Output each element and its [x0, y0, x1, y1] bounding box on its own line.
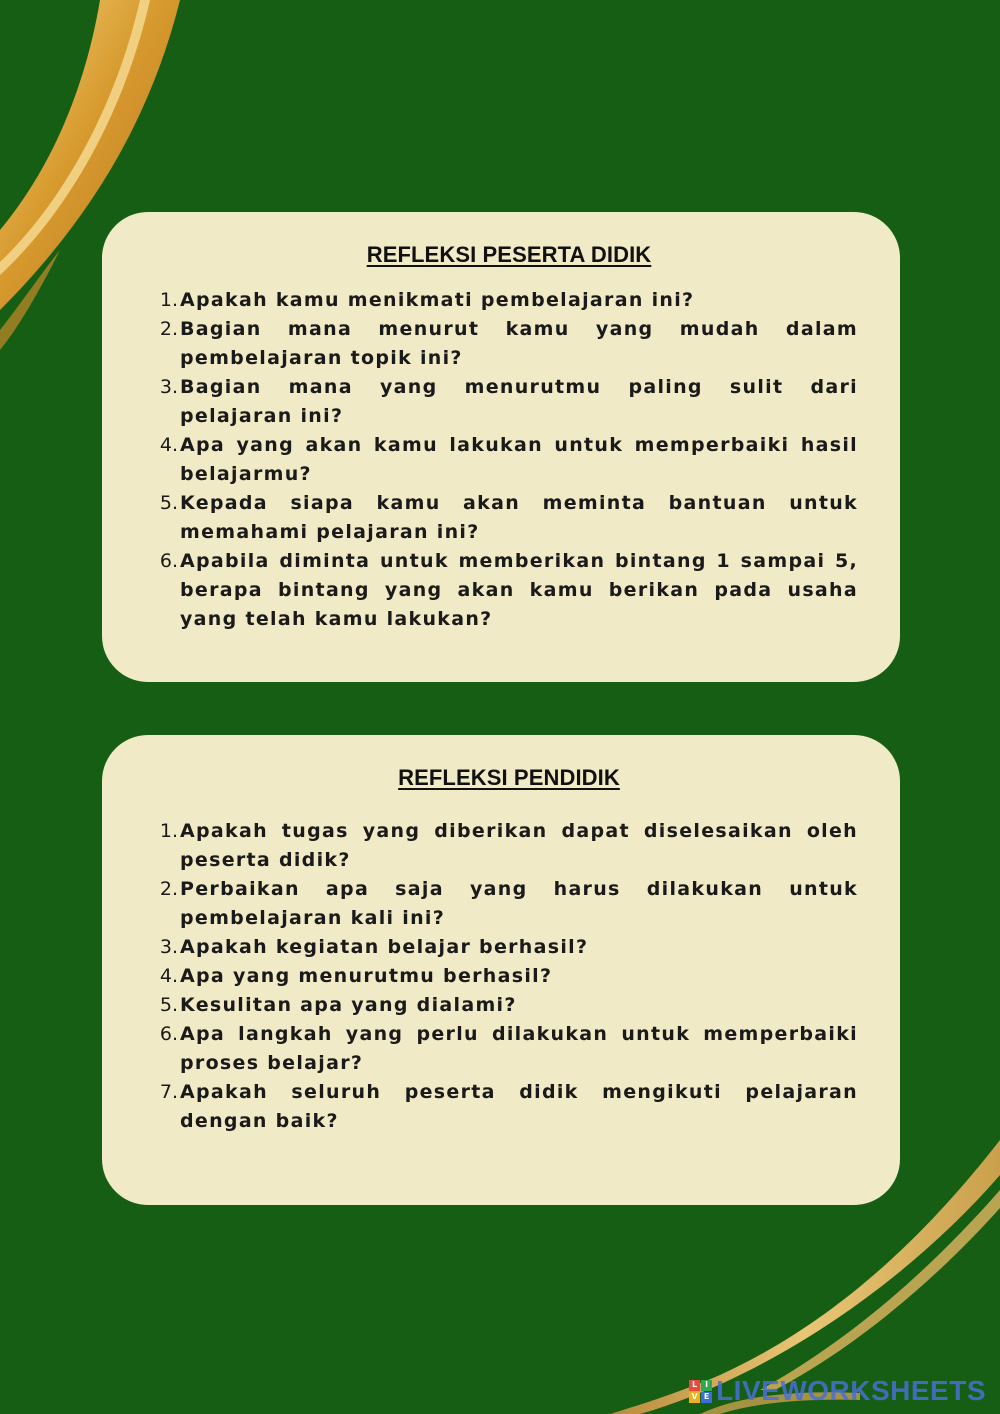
question-item	[160, 373, 858, 431]
question-text: Bagian mana menurut kamu yang mudah dalam pembelajaran topik ini?	[180, 318, 858, 369]
question-number: 1.	[159, 820, 178, 842]
question-number: 5.	[159, 492, 178, 514]
question-text: Apakah tugas yang diberikan dapat diselesaikan oleh peserta didik?	[180, 820, 858, 871]
question-text: Bagian mana yang menurutmu paling sulit dari pelajaran ini?	[180, 376, 858, 427]
question-item	[160, 933, 858, 962]
liveworksheets-watermark[interactable]	[689, 1376, 986, 1406]
question-text: Apa yang akan kamu lakukan untuk memperbaiki hasil belajarmu?	[180, 434, 858, 485]
question-text: Kesulitan apa yang dialami?	[180, 994, 517, 1016]
question-text: Perbaikan apa saja yang harus dilakukan untuk pembelajaran kali ini?	[180, 878, 858, 929]
student-reflection-card	[102, 212, 900, 682]
question-text: Kepada siapa kamu akan meminta bantuan untuk memahami pelajaran ini?	[180, 492, 858, 543]
question-number: 3.	[159, 936, 178, 958]
question-text: Apabila diminta untuk memberikan bintang 1 sampai 5, berapa bintang yang akan kamu berikan pada usaha yang telah kamu lakukan?	[180, 550, 858, 630]
question-number: 3.	[159, 376, 178, 398]
question-item	[160, 489, 858, 547]
question-text: Apa yang menurutmu berhasil?	[180, 965, 553, 987]
teacher-question-list	[160, 817, 858, 1136]
question-item	[160, 547, 858, 634]
logo-letter: I	[701, 1380, 712, 1391]
teacher-reflection-card	[102, 735, 900, 1205]
question-text: Apakah kegiatan belajar berhasil?	[180, 936, 589, 958]
logo-letter: L	[689, 1380, 700, 1391]
question-item	[160, 286, 858, 315]
watermark-text: LIVEWORKSHEETS	[716, 1375, 986, 1406]
question-item	[160, 817, 858, 875]
liveworksheets-logo-icon	[689, 1380, 712, 1403]
teacher-reflection-title: REFLEKSI PENDIDIK	[398, 765, 620, 790]
question-number: 7.	[159, 1081, 178, 1103]
question-item	[160, 315, 858, 373]
student-reflection-title: REFLEKSI PESERTA DIDIK	[366, 242, 652, 267]
question-number: 2.	[159, 878, 178, 900]
student-question-list	[160, 286, 858, 634]
question-text: Apakah kamu menikmati pembelajaran ini?	[180, 289, 695, 311]
question-number: 6.	[159, 1023, 178, 1045]
question-item	[160, 431, 858, 489]
question-text: Apa langkah yang perlu dilakukan untuk memperbaiki proses belajar?	[180, 1023, 858, 1074]
question-number: 1.	[159, 289, 178, 311]
logo-letter: V	[689, 1392, 700, 1403]
question-item	[160, 875, 858, 933]
question-item	[160, 962, 858, 991]
question-item	[160, 991, 858, 1020]
question-item	[160, 1020, 858, 1078]
question-item	[160, 1078, 858, 1136]
question-number: 4.	[159, 965, 178, 987]
question-number: 4.	[159, 434, 178, 456]
question-text: Apakah seluruh peserta didik mengikuti pelajaran dengan baik?	[180, 1081, 858, 1132]
question-number: 6.	[159, 550, 178, 572]
question-number: 5.	[159, 994, 178, 1016]
logo-letter: E	[701, 1392, 712, 1403]
question-number: 2.	[159, 318, 178, 340]
